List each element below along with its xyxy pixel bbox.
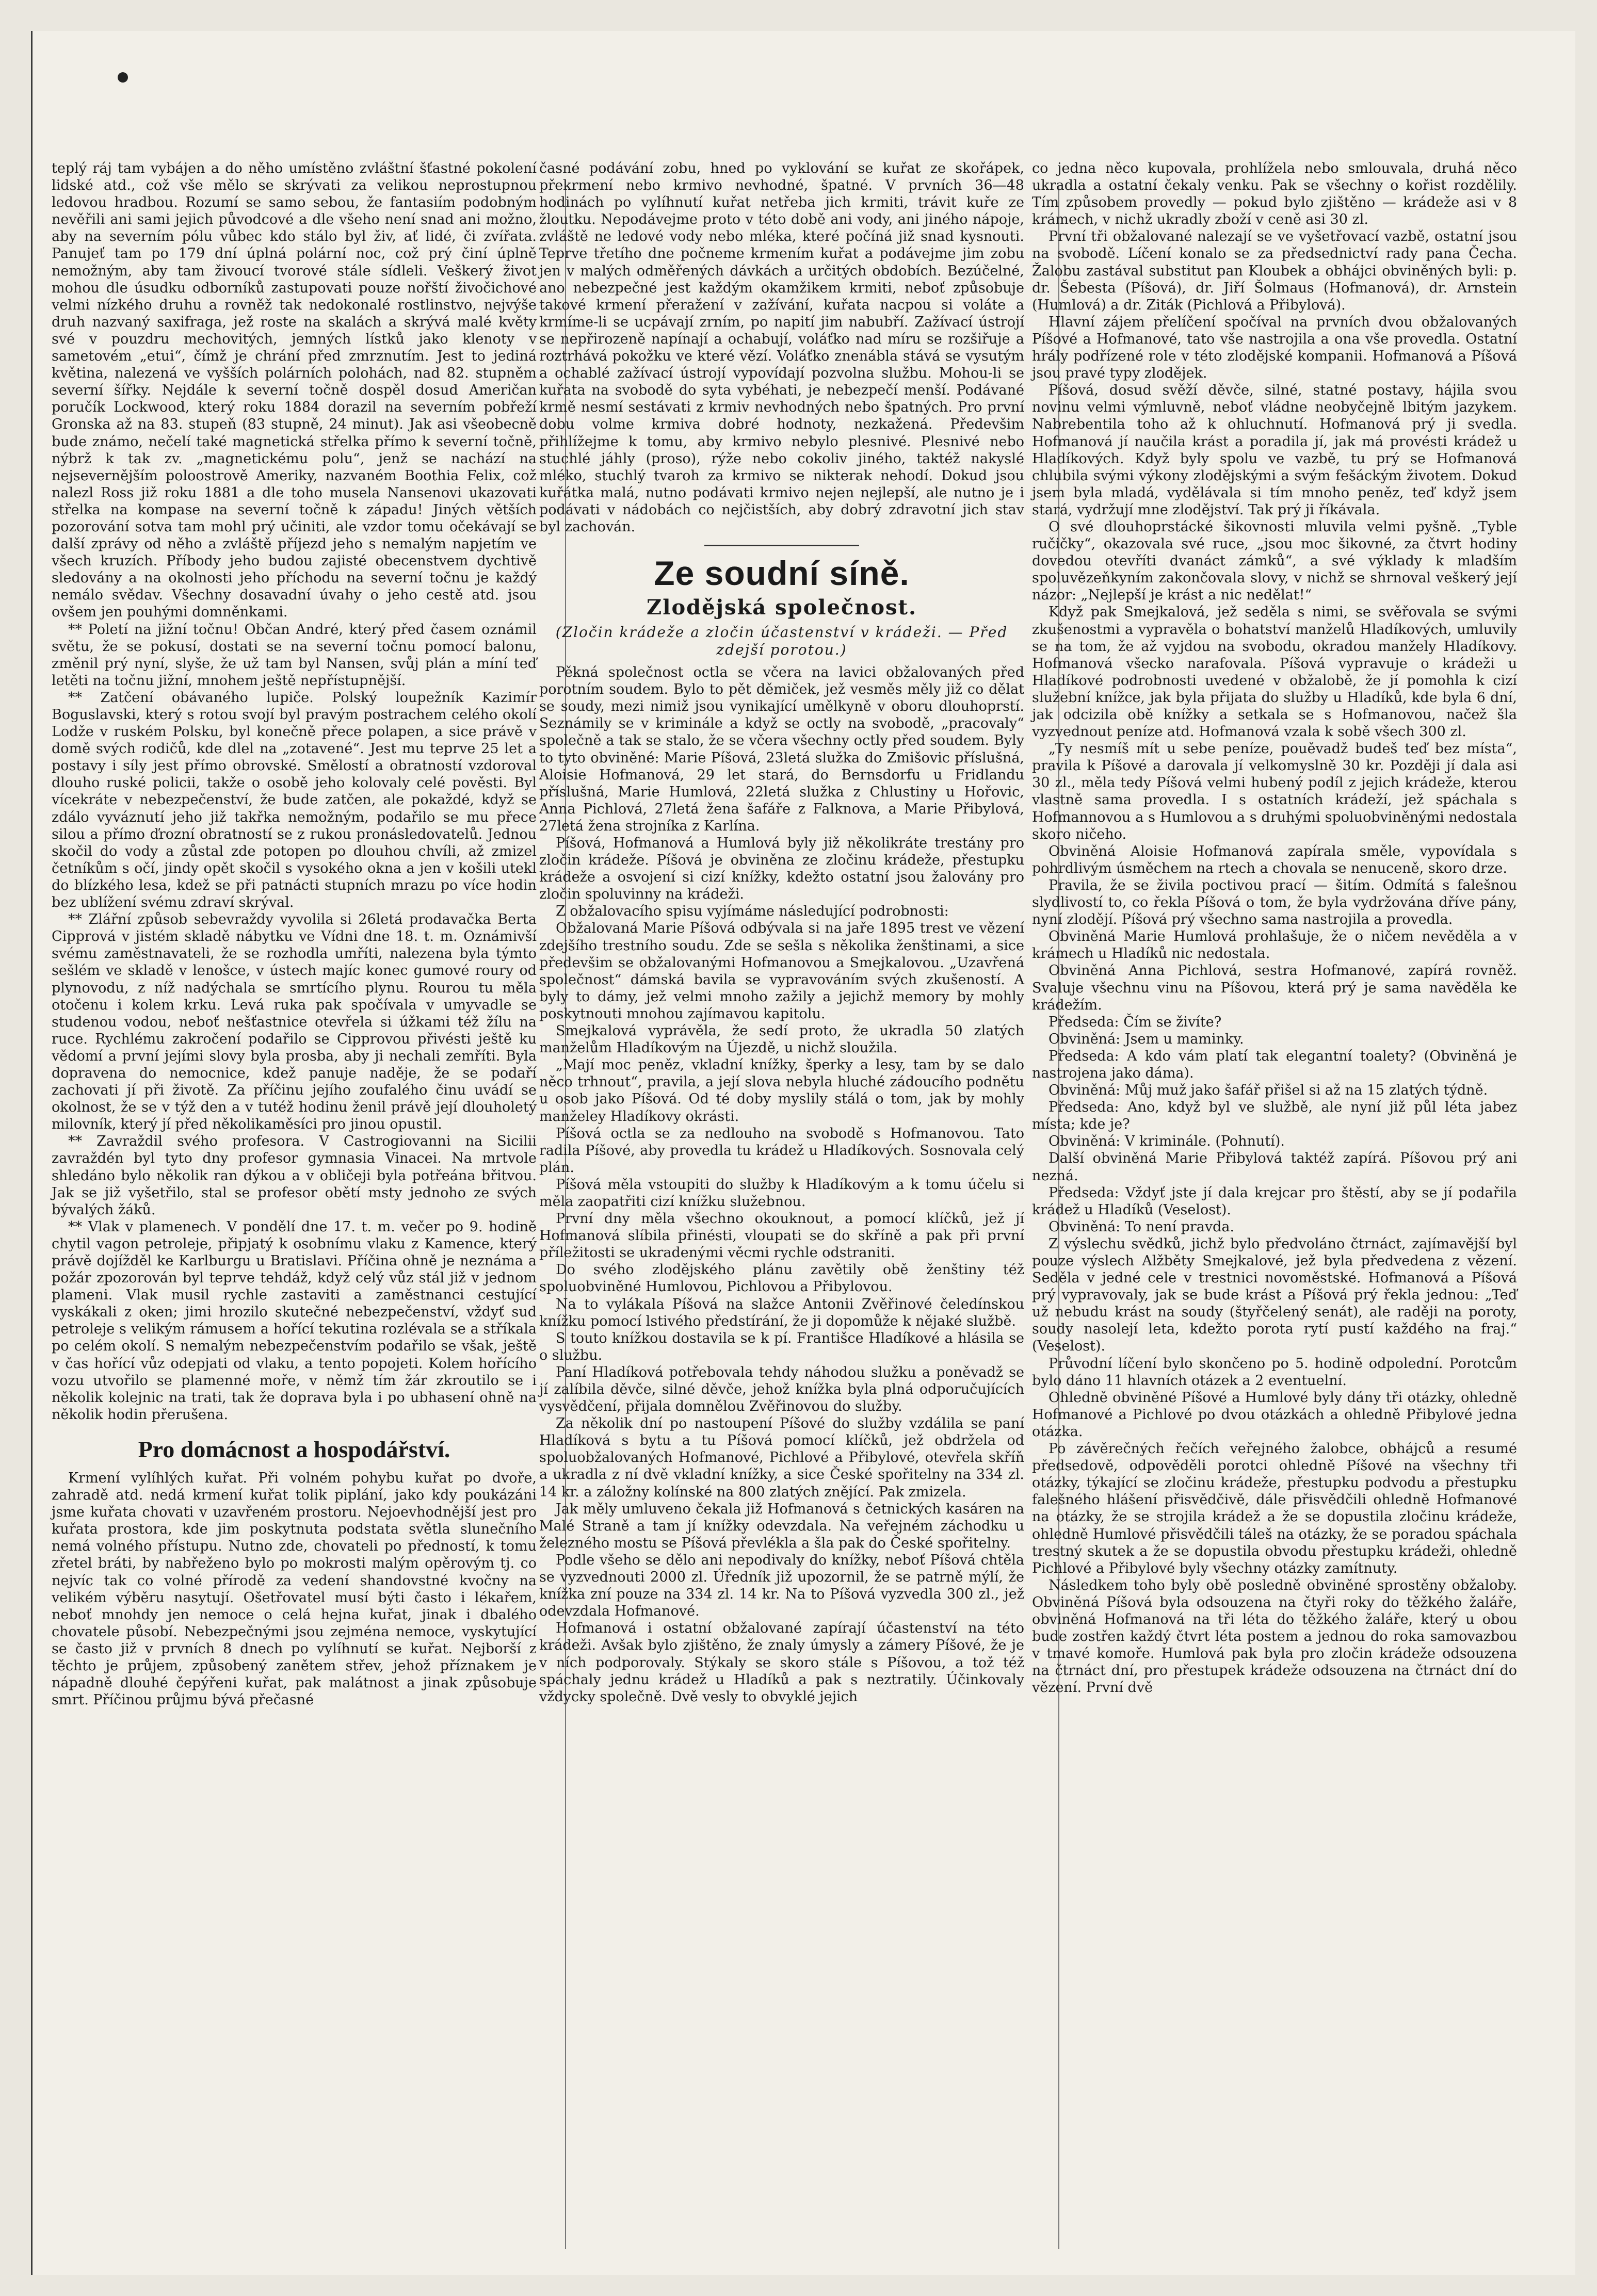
dialogue-line: Předseda: Ano, když byl ve službě, ale nyní již půl léta jabez místa; kde je? <box>1032 1099 1517 1133</box>
article-paragraph: S touto knížkou dostavila se k pí. Františce Hladíkové a hlásila se o službu. <box>539 1330 1024 1363</box>
article-paragraph: Za několik dní po nastoupení Píšové do služby vzdálila se paní Hladíková s bytu a tu Píšová pomocí klíčků, jež obdržela od spoluobžalovaných Hofmanové, Pichlové a Přibylové, otevřela skříň a ukradla z ní dvě vkladní knížky, a sice České spořitelny na 334 zl. 14 kr. a záložny kolínské na 800 zlatých znějící. Pak zmizela. <box>539 1415 1024 1500</box>
article-paragraph: Paní Hladíková potřebovala tehdy náhodou služku a poněvadž se jí zalíbila děvče, silné děvče, jehož knížka byla plná odporučujících vysvědčení, přijala domnělou Zvěřinovou do služby. <box>539 1364 1024 1415</box>
article-paragraph: Pěkná společnost octla se včera na lavici obžalovaných před porotním soudem. Bylo to pět děmiček, jež vesměs měly již co dělat se soudy, mezi nimiž jsou vynikající umělkyně v oboru dlouhoprstí. Seznámily se v kriminále a když se octly na svobodě, „pracovaly“ společně a tak se stalo, že se včera všechny octly před soudem. Byly to tyto obviněné: Marie Píšová, 23letá služka do Zmišovic příslušná, Aloisie Hofmanová, 29 let stará, do Bernsdorfu u Fridlandu příslušná, Marie Humlová, 22letá služka z Chlustiny u Hořovic, Anna Pichlová, 27letá žena šafáře z Falknova, a Marie Přibylová, 27letá žena strojníka z Karlína. <box>539 664 1024 834</box>
column-1 <box>52 160 537 1708</box>
article-paragraph: časné podávání zobu, hned po vyklování se kuřat ze skořápek, překrmení nebo krmivo nevhodné, špatné. V prvních 36—48 hodinách po vylíhnutí kuřat netřeba jich krmiti, trávit kuře ze žloutku. Nepodávejme proto v této době ani vody, ani jiného nápoje, zvláště ne ledové vody nebo mléka, které počíná již snad kysnouti. Teprve třetího dne počneme krmením kuřat a podávejme jim zobu jen v malých odměřených dávkách a určitých obdobích. Bezúčelné, ano nebezpečné jest každým okamžikem krmiti, neboť způsobuje takové krmení přeražení v zažívání, kuřata nacpou si voláte a krmíme-li se ucpávají zrním, po napití jim nabubří. Zažívací ústrojí se nepřirozeně napínají a ochabují, voláťko nad míru se rozšiřuje a roztrhává pokožku ve které vězí. Voláťko znenábla stává se vysutým a ochablé zažívací ústrojí vypovídají pozvolna službu. Mohou-li se kuřata na svobodě do syta vybéhati, je nebezpečí menší. Podávané krmě nesmí sestávati z krmiv nevhodných nebo špatných. Pro první dobu volme krmiva dobré hodnoty, nezkažená. Předevšim přihlížejme k tomu, aby krmivo nebylo plesnivé. Plesnivé nebo stuchlé jáhly (proso), rýže nebo cokoliv jiného, taktéž nakyslé mléko, stuchlý tvaroh za krmivo se nikterak nehodí. Dokud jsou kuřátka malá, nutno podávati krmivo nejen nejlepší, ale nutno je i podávati v nádobách co nejčistších, aby dobrý zdravotní jich stav byl zachován. <box>539 160 1024 535</box>
article-paragraph: Obžalovaná Marie Píšová odbývala si na jaře 1895 trest ve vězení zdejšího trestního soudu. Zde se sešla s několika ženštinami, a sice předevšim se obžalovanými Hofmanovou a Smejkalovou. „Uzavřená společnost“ dámská bavila se vypravováním svých zkušeností. A byly to dámy, jež velmi mnoho zažily a jejichž memory by mohly poskytnouti mnohou zajímavou kapitolu. <box>539 920 1024 1022</box>
article-paragraph: ** Zatčení obávaného lupiče. Polský loupežník Kazimír Boguslavski, který s rotou svojí byl pravým postrachem celého okolí Lodže v ruském Polsku, byl konečně přece polapen, a sice právě v domě svých rodičů, kde dlel na „zotavené“. Jest mu teprve 25 let a postavy i síly jest přímo obrovské. Smělostí a obratností vzdoroval dlouho ruské policii, takže o osobě jeho kolovaly celé pověsti. Byl vícekráte v nebezpečenství, že bude zatčen, ale pokaždé, když se zdálo vyváznutí jeho již takřka nemožným, podařilo se mu přece silou a přímo ďrozní obratností se z rukou pronásledovatelů. Jednou skočil do vody a zůstal zde potopen po dlouhou chvíli, až zmizel četníkům s očí, jindy opět skočil s vysokého okna a jen v košili utekl do blízkého lesa, kdež se při patnácti stupních mrazu po více hodin bez ublížení svému zdraví skrýval. <box>52 689 537 911</box>
article-paragraph: Do svého zlodějského plánu zavětily obě ženštiny též spoluobviněné Humlovou, Pichlovou a Přibylovou. <box>539 1262 1024 1295</box>
article-paragraph: teplý ráj tam vybájen a do něho umístěno zvláštní šťastné pokolení lidské atd., což vše mělo se skrývati za velikou neprostupnou ledovou hradbou. Rozumí se samo sebou, že fantasiím podobným nevěřili ani sami jejich původcové a dle všeho není snad ani možno, aby na severním pólu vůbec kdo stálo byl živ, ať lidé, či zvířata. Panujeť tam po 179 dní úplná polární noc, což prý činí úplně nemožným, aby tam živoucí tvorové stále sídleli. Veškerý život mohou dle úsudku odborníků zastupovati pouze nořští živočichové velmi nízkého druhu a rovněž tak nedokonalé rostlinstvo, nejvýše druh nazvaný saxifraga, jež roste na skalách a skrývá malé květy své v pouzdru mechovitých, jemných lístků jako klenoty v sametovém „etui“, čímž je chrání před zmrznutím. Jest to jediná květina, nalezená ve vyšších polárních polohách, nad 82. stupněm severní šířky. Nejdále k severní točně dospěl dosud Američan poručík Lockwood, který roku 1884 dorazil na severním pobřeží Gronska až na 83. stupeň (83 stupně, 24 minut). Jak asi všeobecně bude známo, nečelí také magnetická střelka přímo k severní točně, nýbrž k tak zv. „magnetickému polu“, jenž se nachází na nejsevernějším poloostrově Ameriky, nazvaném Boothia Felix, což nalezl Ross již roku 1881 a dle toho musela Nansenovi ukazovati střelka na kompase na severní točně k západu! Jiných větších pozorování sotva tam mohl prý učiniti, ale vzdor tomu očekávají se další zprávy od něho a zvláště příjezd jeho s nemalým napjetím ve všech kruzích. Příbody jeho budou zajisté obecenstvem dychtivě sledovány a na okolnosti jeho příchodu na severní točnu je každý nemálo svědav. Všechny dosavadní úvahy o jeho cestě atd. jsou ovšem jen pouhými domněnkami. <box>52 160 537 621</box>
article-paragraph: „Mají moc peněz, vkladní knížky, šperky a lesy, tam by se dalo něco trhnout“, pravila, a její slova nebyla hluché zádoucího podnětu u osob jako Píšová. Od té doby myslily stálá o tom, jak by mohly manželey Hladíkovy okrásti. <box>539 1057 1024 1125</box>
dialogue-line: Předseda: Vždyť jste jí dala krejcar pro štěstí, aby se jí podařila krádež u Hladíků (Veselost). <box>1032 1184 1517 1218</box>
article-paragraph: „Ty nesmíš mít u sebe peníze, pouěvadž budeš teď bez místa“, pravila k Píšové a darovala jí velkomyslně 30 kr. Později jí dala asi 30 zl., měla tedy Píšová velmi hubený podíl z jejich krádeže, kterou vlastně sama provedla. I s ostatních krádeží, jež spáchala s Hofmannovou a s Humlovou a s druhými spoluobviněnými nedostala skoro ničeho. <box>1032 741 1517 842</box>
dialogue-line: Obviněná: Jsem u maminky. <box>1048 1031 1244 1047</box>
article-paragraph: První tři obžalované nalezají se ve vyšetřovací vazbě, ostatní jsou na svobodě. Líčení konalo se za předsednictví rady pana Čecha. Žalobu zastával substitut pan Kloubek a obhájci obviněných byli: p. dr. Šebesta (Píšová), dr. Jiří Šolmaus (Hofmanová), dr. Arnstein (Humlová) a dr. Ziták (Pichlová a Přibylová). <box>1032 229 1517 313</box>
article-paragraph: Pravila, že se živila poctivou prací — šitím. Odmítá s falešnou slydlivostí to, co řekla Píšová o tom, že byla vydržována dříve pány, nyní zlodějí. Píšová prý všechno sama nastrojila a provedla. <box>1032 877 1517 928</box>
article-paragraph: Píšová octla se za nedlouho na svobodě s Hofmanovou. Tato radila Píšové, aby provedla tu krádež u Hladíkových. Sosnovala celý plán. <box>539 1125 1024 1176</box>
article-paragraph: Podle všeho se dělo ani nepodivaly do knížky, neboť Píšová chtěla se vyzvednouti 2000 zl. Úředník již upozornil, že se patrně mýlí, že knížka zní pouze na 334 zl. 14 kr. Na to Píšová vyzvedla 300 zl., jež odevzdala Hofmanové. <box>539 1552 1024 1620</box>
article-paragraph: Píšová měla vstoupiti do služby k Hladíkovým a k tomu účelu si měla zaopatřiti cizí knížku služebnou. <box>539 1176 1024 1210</box>
article-subtitle: (Zločin krádeže a zločin účastenství v krádeži. — Před zdejší porotou.) <box>555 624 1008 659</box>
column-2 <box>539 160 1024 1705</box>
article-paragraph: Obviněná Anna Pichlová, sestra Hofmanové, zapírá rovněž. Svaluje všechnu vinu na Píšovou, která prý je sama navěděla ke krádežím. <box>1032 963 1517 1013</box>
dialogue-line: Předseda: A kdo vám platí tak elegantní toalety? (Obviněná je nastrojena jako dáma). <box>1032 1048 1517 1081</box>
article-paragraph: Hlavní zájem přelíčení spočíval na prvních dvou obžalovaných Píšové a Hofmanové, tato vše nastrojila a ona vše provedla. Ostatní hrály podřízené role v této zlodějské kompanii. Hofmanová a Píšová jsou pravé typy zlodějek. <box>1032 314 1517 382</box>
article-paragraph: ** Zavraždil svého profesora. V Castrogiovanni na Sicilii zavraždén byl tyto dny profesor gymnasia Vinacei. Na mrtvole shledáno bylo několik ran dýkou a v obličeji byla potřeána břitvou. Jak se již vyšetřilo, stal se profesor obětí msty jednoho ze svých bývalých žáků. <box>52 1133 537 1218</box>
separator-rule <box>704 545 859 546</box>
article-paragraph: Když pak Smejkalová, jež seděla s nimi, se svěřovala se svými zkušenostmi a vypravěla o bohatství manželů Hladíkových, umluvily se na tom, že až vyjdou na svobodu, okradou manžely Hladíkovy. Hofmanová všecko narafovala. Píšová vypravuje o krádeži u Hladíkové podrobnosti uvedené v obžalobě, že jí pomohla k cizí služební knížce, jak byla přijata do služby u Hladíků, kde byla 6 dní, jak odcizila obě knížky a setkala se s Hofmanovou, načež šla vyzvednout peníze atd. Hofmanová vzala k sobě všech 300 zl. <box>1032 604 1517 740</box>
article-paragraph: Z výslechu svědků, jichž bylo předvoláno čtrnáct, zajímavější byl pouze výslech Alžběty Smejkalové, jež byla předvedena z vězení. Seděla v jedné cele v trestnici novoměstské. Hofmanová a Píšová prý vypravovaly, jak se bude krást a Píšová prý řekla jednou: „Teď už nebudu krást na soudy (štyřčelený senát), ale raději na poroty, soudy nasolejí leta, kdežto porota rytí pustí každého na fraj.“ (Veselost). <box>1032 1235 1517 1355</box>
dialogue-line: Obviněná: V kriminále. (Pohnutí). <box>1048 1133 1285 1150</box>
article-paragraph: Smejkalová vyprávěla, že sedí proto, že ukradla 50 zlatých manželům Hladíkovým na Újezdě, u nichž sloužila. <box>539 1023 1024 1056</box>
dialogue-line: Předseda: Čím se živíte? <box>1048 1014 1222 1030</box>
section-heading: Pro domácnost a hospodářství. <box>138 1436 450 1462</box>
ink-dot <box>118 72 128 83</box>
dialogue-line: Obviněná: To není pravda. <box>1048 1218 1235 1235</box>
article-paragraph: Krmení vylíhlých kuřat. Při volném pohybu kuřat po dvoře, zahradě atd. nedá krmení kuřat tolik piplání, jako kdy poukázáni jsme kuřata chovati v uzavřeném prostoru. Nejoevhodnější jest pro kuřata prostora, kde jim poskytnuta podstata světla slunečního nemá volného přístupu. Nutno zde, chovateli po předností, k tomu zřetel bráti, by nabřeženo bylo po mokrosti malým opěrovým tj. co nejvíc tak co volné přírodě za vedení shandovstné kvočny na velikém výběru nasytují. Ošetřovatel musí býti často i lékařem, neboť mnohdy jen nemoce o celá hejna kuřat, jinak i dbalého chovatele působí. Nebezpečnými jsou zejména nemoce, vyskytující se často již v prvních 8 dnech po vylíhnutí se kuřat. Nejborší z těchto je průjem, způsobený zanětem střev, jehož příznakem je nápadně dlouhé čepýřeni kuřat, pak malátnost a jinak způsobuje smrt. Příčinou průjmu bývá přečasné <box>52 1470 537 1708</box>
article-paragraph: Z obžalovacího spisu vyjímáme následující podrobnosti: <box>556 903 949 920</box>
section-heading: Ze soudní síně. <box>654 554 910 593</box>
article-paragraph: Píšová, dosud svěží děvče, silné, statné postavy, hájila svou novinu velmi výmluvně, neboť vládne neobyčejně lbitým jazykem. Nabrebentila toho až k ohluchnutí. Hofmanová prý ji svedla. Hofmanová jí naučila krást a poradila jí, jak má provésti krádež u Hladíkových. Když byly spolu ve vazbě, tu prý se Hofmanová chlubila svými výkony zlodějskými a svým fešáckým životem. Dokud jsem byla mladá, vydělávala si tím mnoho peněz, teď když jsem stará, vydržují mne zlodějství. Tak prý ji říkávala. <box>1032 382 1517 518</box>
article-paragraph: Obviněná Aloisie Hofmanová zapírala směle, vypovídala s pohrdlivým úsměchem na rtech a chovala se nenuceně, skoro drze. <box>1032 843 1517 876</box>
article-paragraph: ** Poletí na jižní točnu! Občan André, který před časem oznámil světu, že se pokusí, dostati se na severní točnu pomocí balonu, změnil prý nyní, slyše, že už tam byl Nansen, svůj plán a míní teď letěti na točnu jižní, mnohem ještě nepřístupnější. <box>52 621 537 689</box>
article-paragraph: O své dlouhoprstácké šikovnosti mluvila velmi pyšně. „Tyble ručičky“, okazovala své ruce, „jsou moc šikovné, za čtvrt hodiny dovedou otevříti dvanáct zámků“, a své výklady k mladším spoluvězeňkyním zakončovala slovy, v nichž se shrnoval veškerý její názor: „Nejlepší je krást a nic nedělat!“ <box>1032 518 1517 604</box>
article-paragraph: Píšová, Hofmanová a Humlová byly již několikráte trestány pro zločin krádeže. Píšová je obviněna ze zločinu krádeže, přestupku krádeže a osvojení si cizí knížky, kdežto ostatní jsou žalovány pro zločin spoluvinny na krádeži. <box>539 835 1024 903</box>
article-paragraph: Ohledně obviněné Píšové a Humlové byly dány tři otázky, ohledně Hofmanové a Pichlové po dvou otázkách a ohledně Přibylové jedna otázka. <box>1032 1389 1517 1440</box>
article-paragraph: ** Zlářní způsob sebevraždy vyvolila si 26letá prodavačka Berta Cipprová v jistém skladě nábytku ve Vídni dne 18. t. m. Oznámivší svému zaměstnavateli, že se rozhodla umříti, nalezena byla týmto sešlém ve skladě v lenošce, v ústech majíc konec gumové roury od plynovodu, z níž nadýchala se smrtícího plynu. Rourou tu měla otočenu i kolem krku. Levá ruka pak spočívala v umyvadle se studenou vodou, neboť nešťastnice otevřela si úžkami též žílu na ruce. Rychlému zakročení podařilo se Cipprovou přivésti ještě ku vědomí a první jejími slovy byla prosba, aby ji nechali zemříti. Byla dopravena do nemocnice, kdež panuje naděje, že se podaří zachovati jí při životě. Za příčinu jejího zoufalého činu uvádí se okolnost, že se v týž den a v tutéž hodinu ženil právě její dlouholetý milovník, který jí před několikaměsíci pro jinou opustil. <box>52 911 537 1133</box>
article-paragraph: Obviněná Marie Humlová prohlašuje, že o ničem nevěděla a v krámech u Hladíků nic nedostala. <box>1032 929 1517 962</box>
article-title: Zlodějská společnost. <box>647 595 917 620</box>
article-paragraph: Další obviněná Marie Přibylová taktéž zapírá. Píšovou prý ani nezná. <box>1032 1150 1517 1184</box>
article-paragraph: ** Vlak v plamenech. V pondělí dne 17. t. m. večer po 9. hodině chytil vagon petroleje, připjatý k osobnímu vlaku z Kamence, který právě dojížděl ke Karlburgu u Bratislavi. Příčina ohně je neznáma a požár zpozorován byl teprve tehdáž, když celý vůz stál již v jednom plameni. Vlak musil rychle zastaviti a zaměstnanci cestující vyskákali z oken; jimi hrozilo skutečné nebezpečenství, vždyť sud petroleje s velikým rámusem a hořící tekutina rozlévala se a stříkala po celém okolí. S nemalým nebezpečenstvím podařilo se však, ještě v čas hořící vůz odepjati od vlaku, a tento popojeti. Kolem hořícího vozu utvořilo se plamenné moře, v němž tím žár zkroutilo se i několik kolejnic na trati, tak že doprava byla i po ubhasení ohně na několik hodin přerušena. <box>52 1218 537 1423</box>
dialogue-line: Obviněná: Můj muž jako šafář přišel si až na 15 zlatých týdně. <box>1048 1082 1488 1099</box>
article-paragraph: Průvodní líčení bylo skončeno po 5. hodině odpolední. Porotcům bylo dáno 11 hlavních otázek a 2 eventuelní. <box>1032 1355 1517 1389</box>
article-paragraph: Následkem toho byly obě posledně obviněné sprostěny obžaloby. Obviněná Píšová byla odsouzena na čtyři roky do těžkého žaláře, obviněná Hofmanová na tři léta do těžkého žaláře, který u obou bude zostřen každý čtvrt léta postem a jednou do roka samovazbou v tmavé komoře. Humlová pak byla pro zločin krádeže odsouzena na čtrnáct dní, pro přestupek krádeže odsouzena na čtrnáct dní do vězení. První dvě <box>1032 1577 1517 1696</box>
article-paragraph: Hofmanová i ostatní obžalované zapírají účastenství na této krádeži. Avšak bylo zjištěno, že znaly úmysly a zámery Píšové, že je v ních podporovaly. Stýkaly se skoro stále s Píšovou, a tož též spáchaly jednu krádež u Hladíků a pak s neztratily. Účinkovaly vždycky společně. Dvě vesly to obvyklé jejich <box>539 1620 1024 1705</box>
article-paragraph: Po závěrečných řečích veřejného žalobce, obhájců a resumé předsedově, odpověděli porotci ohledně Píšové na všechny tři otázky, týkající se zločinu krádeže, přestupku podvodu a přestupku falešného hlášení přisvědčivě, dále přisvědčili ohledně Hofmanové na otázky, že se strojila krádež a že se dopustila zločinu krádeže, ohledně Humlové přisvědčili táleš na otázky, že se poradou spáchala trestný skutek a že se dopustila obvodu přestupku krádeži, ohledně Pichlové a Přibylové byly všechny otázky zamítnuty. <box>1032 1441 1517 1576</box>
article-paragraph: co jedna něco kupovala, prohlížela nebo smlouvala, druhá něco ukradla a ostatní čekaly venku. Pak se všechny o kořist rozdělily. Tím způsobem provedly — pokud bylo zjištěno — krádeže asi v 8 krámech, v nichž ukradly zboží v ceně asi 30 zl. <box>1032 160 1517 228</box>
column-3 <box>1032 160 1517 1696</box>
article-paragraph: Na to vylákala Píšová na slažce Antonii Zvěřinové čeledínskou knížku pomocí lstivého předstírání, že ji dopomůže k nějaké službě. <box>539 1296 1024 1329</box>
article-paragraph: Jak měly umluveno čekala již Hofmanová s četnických kasáren na Malé Straně a tam jí knížky odevzdala. Na veřejném záchodku u železného mostu se Píšová převlékla a šla pak do České spořitelny. <box>539 1501 1024 1551</box>
article-paragraph: První dny měla všechno okouknout, a pomocí klíčků, jež jí Hofmanová slíbila přinésti, vloupati se do skříně a pak při první příležitosti se ukradenými věcmi rychle odstraniti. <box>539 1211 1024 1261</box>
